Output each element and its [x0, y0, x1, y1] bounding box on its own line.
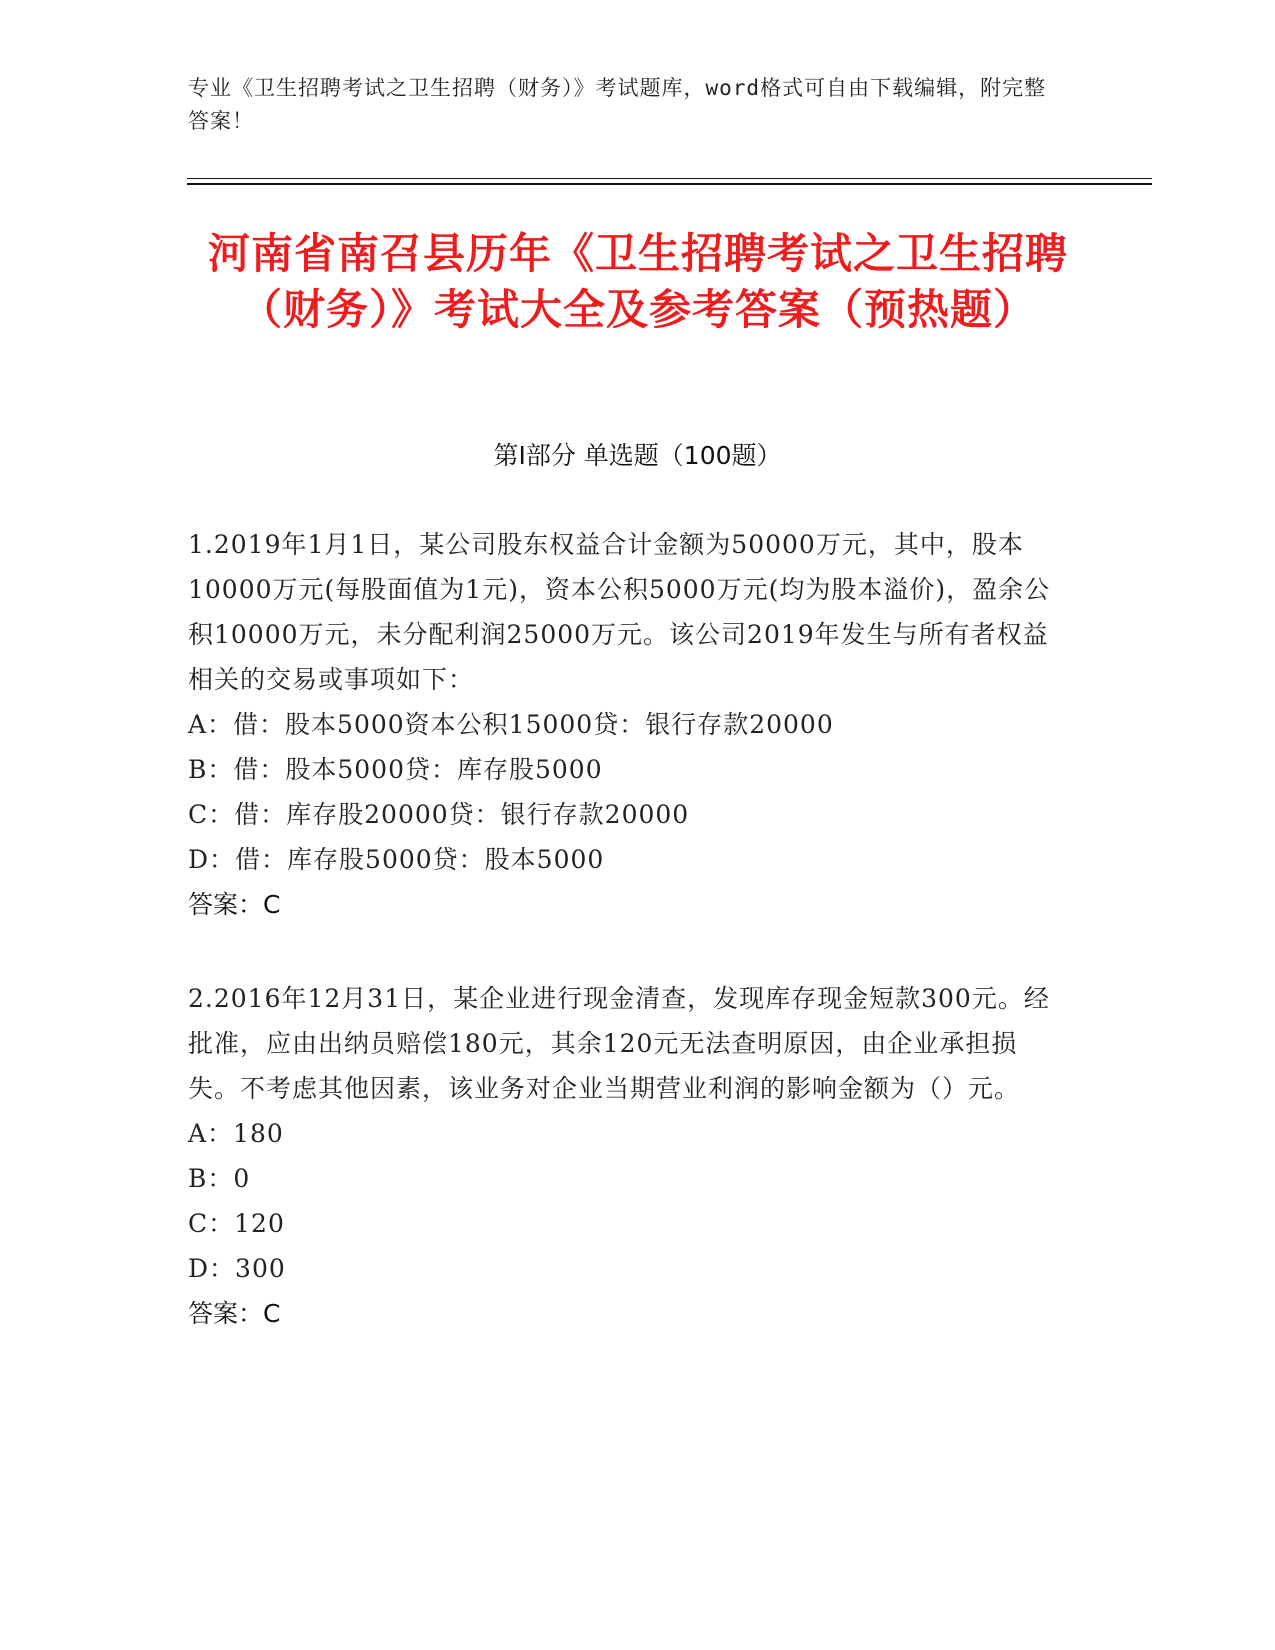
answer: 答案：C [188, 890, 281, 919]
option-c: C：120 [188, 1209, 285, 1238]
section-heading: 第I部分 单选题（100题） [493, 441, 782, 470]
header-divider-thin [187, 178, 1152, 179]
option-b: B：0 [188, 1164, 251, 1193]
question-stem: 2.2016年12月31日，某企业进行现金清查，发现库存现金短款300元。经批准，应由出纳员赔偿180元，其余120元无法查明原因，由企业承担损失。不考虑其他因素，该业务对企业当期营业利润的影响金额为（）元。 [188, 984, 1050, 1103]
option-c: C：借：库存股20000贷：银行存款20000 [188, 800, 690, 829]
document-title: 河南省南召县历年《卫生招聘考试之卫生招聘（财务）》考试大全及参考答案（预热题） [207, 229, 1068, 334]
question-2 [188, 976, 1068, 1336]
option-a: A：180 [188, 1119, 284, 1148]
option-a: A：借：股本5000资本公积15000贷：银行存款20000 [188, 710, 834, 739]
question-stem: 1.2019年1月1日，某公司股东权益合计金额为50000万元，其中，股本10000万元(每股面值为1元)，资本公积5000万元(均为股本溢价)，盈余公积10000万元，未分配利润25000万元。该公司2019年发生与所有者权益相关的交易或事项如下： [188, 530, 1051, 694]
option-d: D：300 [188, 1254, 286, 1283]
header-divider-thick [187, 183, 1152, 185]
option-d: D：借：库存股5000贷：股本5000 [188, 845, 605, 874]
question-1 [188, 522, 1068, 927]
header-note: 专业《卫生招聘考试之卫生招聘（财务）》考试题库，word格式可自由下载编辑，附完整答案！ [188, 76, 1047, 133]
option-b: B：借：股本5000贷：库存股5000 [188, 755, 603, 784]
answer: 答案：C [188, 1299, 281, 1328]
